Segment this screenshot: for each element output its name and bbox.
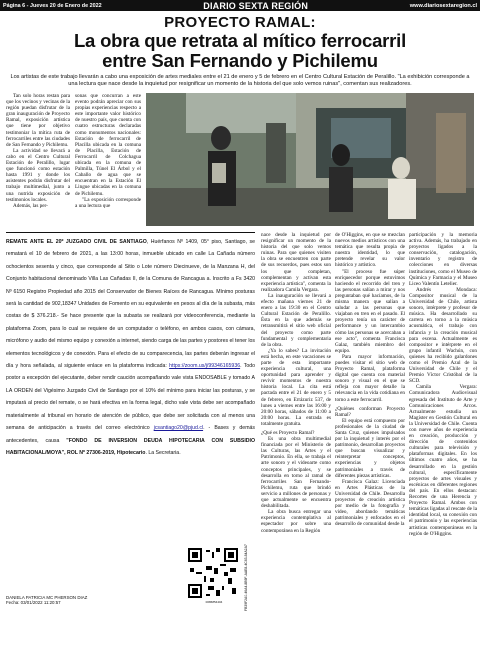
paragraph: Camila Vergara: Comunicadora Audiovisual egresada del Instituto de Arte y Comunicaciones Arcos. Actualmente estudia un Magíster en Gestión Cultural en la Universidad de Chile. Cuenta con nueve años de experiencia en creación, producción y dirección de contenidos culturales para televisión y plataformas digitales. En los últimos cuatro años, se ha desarrollado en la gestión cultural, específicamente proyectos de artes visuales y escénicas en diferentes regiones del país. En ellos destacan: Recortes de una Herencia y Proyecto Ramal. Ambos con temáticas ligadas al rescate de la identidad local, su conexión con el patrimonio y las experiencias artísticas contemporáneas en la región de O'Higgins. — [409, 384, 477, 537]
article-lead: Los artistas de este trabajo llevarán a cabo una exposición de artes mediales entre el 21 de enero y 5 de febrero en el Centro Cultural Estación de Peralillo. "La exhibición corresponde a una lectura que nace desde la inquietud por resignificar un momento de la historia del que solo vemos ruinas", comentan sus realizadores. — [10, 74, 470, 87]
legal-notice — [6, 232, 255, 602]
paragraph: Además, las per- — [13, 202, 48, 209]
article-photo — [146, 93, 474, 226]
legal-body-part: . - Bases y demás antecedentes, causa — [6, 425, 255, 444]
legal-body-part: , Huérfanos Nº 1409, 05° piso, Santiago, se rematará el 10 de febrero de 2021, a las 13:00 horas, inmueble ubicado en calle La Cañada número ochocientos sesenta y cinco, que corresponde al Sitio o Lote número Diecinueve, de la Manzana H, del Conjunto habitacional denominado Villa Las Cañadas II, de la Comuna de Rancagua a. Inscrito a Fs 3420 Nº 6150 Registro Propiedad año 2015 del Conservador de Bienes Raíces de Rancagua. Mínimo posturas será la cantidad de 902,18347 Unidades de Fomento en su equivalente en pesos al día de la subasta, más costas de $ 376.218.- Se hace presente que la subasta se realizará por videoconferencia, mediante la plataforma Zoom, para lo cual se requiere de un computador o teléfono, en ambos casos, con cámara, micrófono y audio del mismo equipo y conexión a internet, siendo carga de las partes y postores el tener los elementos tecnológicos y de conexión. Para el efecto de su comparecencia, las partes deberán ingresar el día y hora señalada, al siguiente enlace en la plataforma indicada: — [6, 239, 255, 370]
headline-line-2: entre San Fernando y Pichilemu — [102, 50, 378, 71]
verification-code-text: FB39F2A0-46A4-8B9F-AAE8-4C63-84A2A7 — [244, 544, 248, 611]
masthead — [0, 0, 480, 11]
page-date: Página 6 - Jueves 20 de Enero de 2022 — [3, 2, 102, 9]
subheading: ¿Qué es Proyecto Ramal? — [261, 430, 315, 436]
signature-date: Fecha: 03/01/2022 11:20:57 — [6, 600, 61, 605]
paragraph: La inauguración se llevará a efecto mañana viernes 21 de enero a las 19:30 en el Centro Cultural Estación de Peralillo. Ésta en la que además se retransmitirá el sitio web oficial del proyecto como parte fundamental y complementaria de la obra. — [261, 292, 331, 348]
zoom-link[interactable]: https://zoom.us/j/99346165936 — [169, 363, 241, 370]
signer-name: DANIELA PATRICIA MC PHERSON DIAZ — [6, 595, 88, 600]
article-column-1 — [6, 93, 70, 209]
paragraph: Andrés Mondaca: Compositor musical de la Universidad de Chile, artista sonoro, intérprete y profesor de música. Ha desarrollado su carrera en torno a la música acusmática, el trabajo con infancia y la creación musical para escena. Actualmente es compositor e intérprete en el grupo infantil Wachún, con quienes ha recibido galardones como el Premio Azul de la Universidad de Chile y el Premio Víctor Cristóbal de la SCD. — [409, 286, 477, 385]
article-headline — [0, 31, 480, 71]
paper-name: DIARIO SEXTA REGIÓN — [203, 0, 309, 11]
paragraph: participación y la memoria activa. Además, ha trabajado en proyectos ligados a la conservación, catalogación, inventario y registro de colecciones en diversas instituciones, como el Museo de Química y Farmacia y el Museo Liceo Valentín Letelier. — [409, 232, 477, 287]
paragraph: "El proceso fue súper enriquecedor porque estuvimos haciendo el recorrido del tren y las personas salían a mirar y nos preguntaban qué hacíamos, de la misma manera que salían a saludar a las personas que viajaban en tren en el pasado. El proyecto tenía un carácter de performance y un intercambio cómo las personas se acercaban a ese acto", comenta Francisca Galaz, también miembro del equipo. — [335, 268, 405, 354]
photo-illustration — [146, 93, 474, 226]
signature-block — [6, 595, 156, 605]
paragraph: Es una obra multimedial financiada por el Ministerio de las Culturas, las Artes y el Patrimonio. En ella, se trabaja el arte sonoro y el videoarte como conceptos principales, y se desarrolla en torno al ramal de ferrocarriles San Fernando-Pichilemu, ruta que brindó servicio a millones de personas y que actualmente se encuentra deshabilitada. — [261, 436, 331, 510]
article-column-5 — [409, 232, 477, 537]
article-column-3 — [261, 232, 331, 534]
paragraph: Tan solo horas restan para que los vecinos y vecinas de la región puedan disfrutar de la gran inauguración de Proyecto Ramal, exposición artística que tiene por objetivo testimoniar la mítica ruta de ferrocarriles entre las ciudades de San Fernando y Pichilemu. — [6, 93, 70, 148]
subheading: ¿Quiénes conforman Proyecto Ramal? — [335, 405, 405, 418]
paragraph: nace desde la inquietud por resignificar un momento de la historia del que solo vemos ruinas. Para que quienes visiten la obra se encuentren con parte de sus recuerdos, pues estos son los que completan, complementan y activan esta experiencia artística", comenta la realizadora Camila Vergara. — [261, 232, 331, 293]
headline-line-1: La obra que retrata al mítico ferrocarril — [73, 30, 407, 51]
paragraph: ¿Ya lo sabes? La invitación está hecha, en este vacaciones se parte de esta importante experiencia cultural, una oportunidad para aprender y revivir momentos de nuestra historia local. La cita está pactada entre el 21 de enero y 5 de febrero, en Errázuriz 537, de lunes a viernes entre las 16:00 y 20:00 horas, sábados de 11:00 a 20:00 horas. La entrada es totalmente gratuita. — [261, 347, 331, 427]
article-column-2 — [75, 93, 141, 209]
paragraph: "La exposición corresponde a una lectura que — [75, 196, 141, 209]
case-title: "FONDO DE INVERSION DEUDA HIPOTECARIA CON SUBSIDIO HABITACIONAL/MOYA", ROL Nº 27306-2019, Hipotecario — [6, 437, 255, 456]
paragraph: El equipo está compuesto por profesionales de la ciudad de Santa Cruz, quienes impulsados por la inquietud y interés por el patrimonio, desarrollan proyectos que buscan visualizar y reinterpretar conceptos, experiencias y objetos patrimoniales a través de diferentes piezas artísticas. — [335, 417, 405, 479]
paragraph: sonas que concurran a este evento podrán apreciar con sus propias experiencias respecto a este importante valor histórico de nuestro país, que cuenta con cuatro estructuras declaradas como monumentos nacionales: Estación de ferrocarril de Placilla ubicada en la comuna de Placilla, Estación de Ferrocarril de Colchagua ubicada en la comuna de Palmilla, Túnel El Árbol y el Caballo de agua que se encuentran en la Estación El Lingue ubicadas en la comuna de Pichilemu. — [75, 93, 141, 197]
paragraph: de O'Higgins, en que se mezclan nuevos medios artísticos con una temática que resulta propia de nuestra identidad, lo que pretende revelar su valor histórico y artístico. — [335, 232, 405, 269]
paragraph: La obra busca entregar una experiencia contemplativa al espectador por sobre una contemporánea en la Región — [261, 509, 331, 534]
legal-notice-text — [6, 236, 255, 459]
qr-code — [188, 548, 238, 598]
article-kicker: PROYECTO RAMAL: — [164, 14, 316, 31]
vertical-verification-code — [244, 544, 252, 615]
legal-notice-title: REMATE ANTE EL 20º JUZGADO CIVIL DE SANTIAGO — [6, 239, 147, 245]
website-url[interactable]: www.diariosextaregion.cl — [409, 2, 477, 9]
paragraph: La actividad se llevará a cabo en el Centro Cultural Estación de Peralillo, lugar que funcionó como estación hasta 1991 y donde los asistentes podrán disfrutar del trabajo multimedial, junto a una nutrida exposición de testimonios locales. — [6, 147, 70, 203]
qr-caption: 0086854404 — [205, 600, 223, 604]
legal-body-part: . Todo postor a excepción del ejecutante, deber rendir caución acompañando vale vista ENDOSABLE y tomado A LA ORDEN del Vigésimo Juzgado Civil de Santiago por el 10% del mínimo para iniciar las posturas, y se imputará al precio del remate, o se hará efectiva en la forma legal, dicho vale vista debe ser acompañado materialmente al tribunal en horario de atención de público, que debe ser solicitada con al menos una semana de anticipación a través del correo electrónico — [6, 363, 255, 432]
article-column-4 — [335, 232, 405, 528]
paragraph: Francisca Galaz: Licenciada en Artes Plásticas de la Universidad de Chile. Desarrolla proyectos de creación artística por medio de la fotografía y video, abordando temáticas patrimoniales y enfocados en el desarrollo de comunidad desde la — [335, 478, 405, 528]
court-email-link[interactable]: jcsantiago20@pjud.cl — [153, 425, 204, 432]
legal-body-part: . La Secretaria. — [145, 449, 181, 456]
paragraph: Para mayor información, puedes visitar el sitio web de Proyecto Ramal, plataforma digital que cuenta con material sonoro y visual en el que se refleja con mayor detalle la relevancia en la vida cotidiana en torno a este ferrocarril. — [335, 353, 405, 403]
